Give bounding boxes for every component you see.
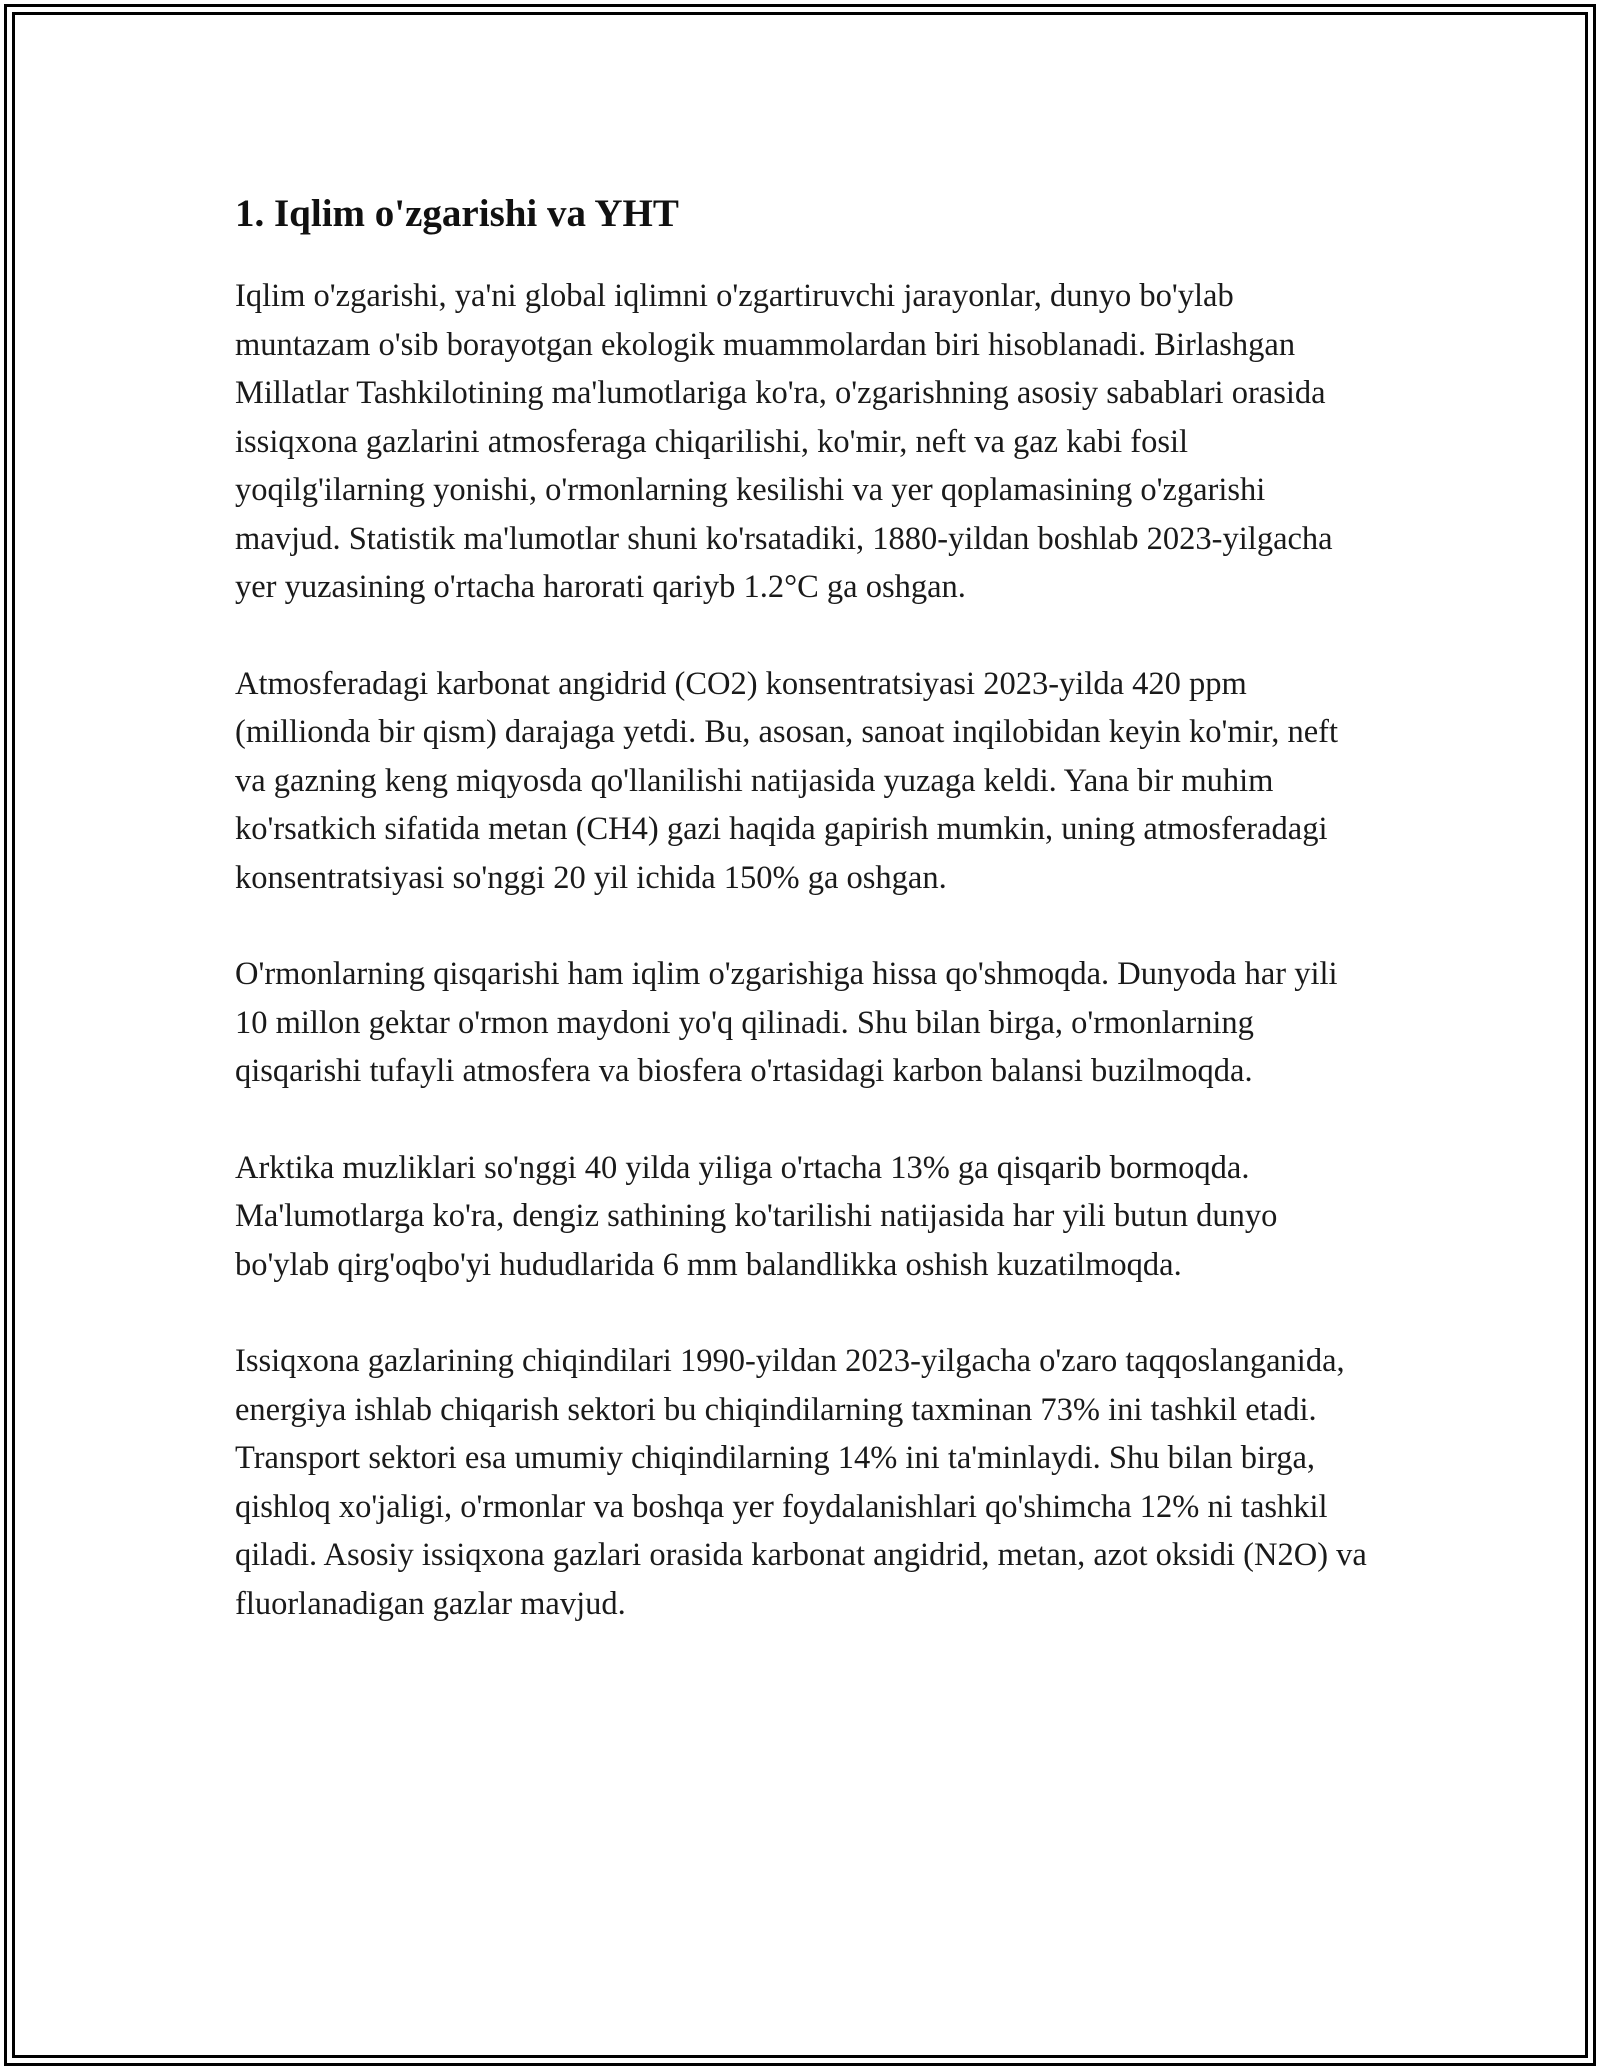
document-body (235, 186, 1375, 1676)
section-title: 1. Iqlim o'zgarishi va YHT (235, 192, 679, 235)
paragraph-co2-methane: Atmosferadagi karbonat angidrid (CO2) konsentratsiyasi 2023-yilda 420 ppm (millionda bir qism) darajaga yetdi. Bu, asosan, sanoat inqilobidan keyin ko'mir, neft va gazning keng miqyosda qo'llanilishi natijasida yuzaga keldi. Yana bir muhim ko'rsatkich sifatida metan (CH4) gazi haqida gapirish mumkin, uning atmosferadagi konsentratsiyasi so'nggi 20 yil ichida 150% ga oshgan. (235, 665, 1339, 896)
paragraph-deforestation: O'rmonlarning qisqarishi ham iqlim o'zgarishiga hissa qo'shmoqda. Dunyoda har yili 10 millon gektar o'rmon maydoni yo'q qilinadi. Shu bilan birga, o'rmonlarning qisqarishi tufayli atmosfera va biosfera o'rtasidagi karbon balansi buzilmoqda. (235, 956, 1338, 1089)
paragraph-emissions-by-sector: Issiqxona gazlarining chiqindilari 1990-yildan 2023-yilgacha o'zaro taqqoslanganida, energiya ishlab chiqarish sektori bu chiqindilarning taxminan 73% ini tashkil etadi. Transport sektori esa umumiy chiqindilarning 14% ini ta'minlaydi. Shu bilan birga, qishloq xo'jaligi, o'rmonlar va boshqa yer foydalanishlari qo'shimcha 12% ni tashkil qiladi. Asosiy issiqxona gazlari orasida karbonat angidrid, metan, azot oksidi (N2O) va fluorlanadigan gazlar mavjud. (235, 1343, 1367, 1622)
paragraph-arctic-ice: Arktika muzliklari so'nggi 40 yilda yiliga o'rtacha 13% ga qisqarib bormoqda. Ma'lumotlarga ko'ra, dengiz sathining ko'tarilishi natijasida har yili butun dunyo bo'ylab qirg'oqbo'yi hududlarida 6 mm balandlikka oshish kuzatilmoqda. (235, 1149, 1278, 1283)
paragraph-climate-change: Iqlim o'zgarishi, ya'ni global iqlimni o'zgartiruvchi jarayonlar, dunyo bo'ylab muntazam o'sib borayotgan ekologik muammolardan biri hisoblanadi. Birlashgan Millatlar Tashkilotining ma'lumotlariga ko'ra, o'zgarishning asosiy sabablari orasida issiqxona gazlarini atmosferaga chiqarilishi, ko'mir, neft va gaz kabi fosil yoqilg'ilarning yonishi, o'rmonlarning kesilishi va yer qoplamasining o'zgarishi mavjud. Statistik ma'lumotlar shuni ko'rsatadiki, 1880-yildan boshlab 2023-yilgacha yer yuzasining o'rtacha harorati qariyb 1.2°C ga oshgan. (235, 278, 1333, 605)
